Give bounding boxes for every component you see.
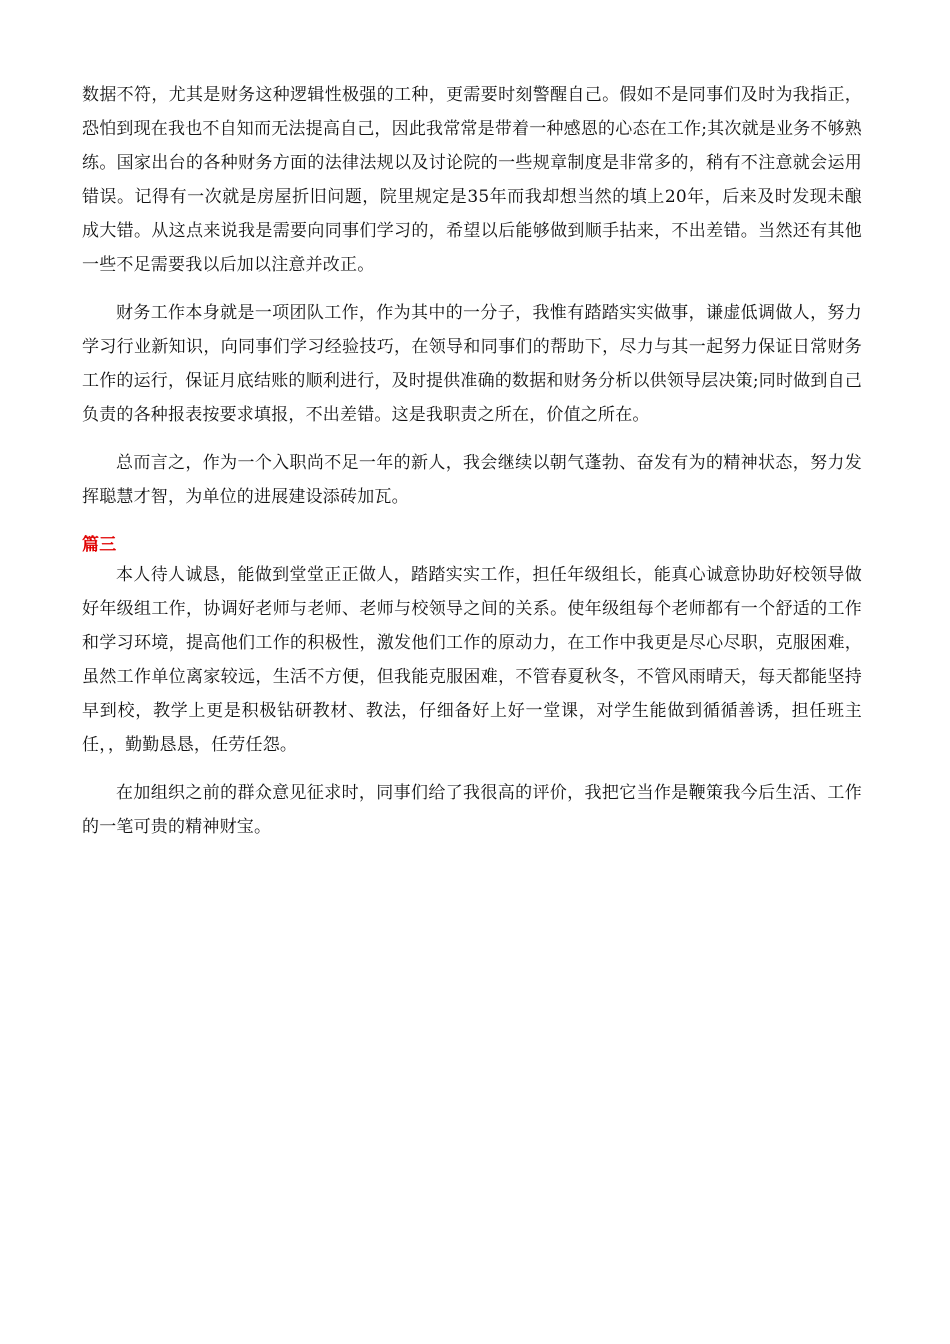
paragraph-team-work: 财务工作本身就是一项团队工作，作为其中的一分子，我惟有踏踏实实做事，谦虚低调做人，努力学习行业新知识，向同事们学习经验技巧，在领导和同事们的帮助下，尽力与其一起努力保证日常财务工作的运行，保证月底结账的顺利进行，及时提供准确的数据和财务分析以供领导层决策;同时做到自己负责的各种报表按要求填报，不出差错。这是我职责之所在，价值之所在。: [82, 303, 862, 425]
section-title: 篇三: [82, 535, 117, 555]
paragraph-evaluation: 在加组织之前的群众意见征求时，同事们给了我很高的评价，我把它当作是鞭策我今后生活、工作的一笔可贵的精神财宝。: [82, 783, 862, 837]
paragraph-personal-conduct: 本人待人诚恳，能做到堂堂正正做人，踏踏实实工作，担任年级组长，能真心诚意协助好校领导做好年级组工作，协调好老师与老师、老师与校领导之间的关系。使年级组每个老师都有一个舒适的工作和学习环境，提高他们工作的积极性，激发他们工作的原动力，在工作中我更是尽心尽职，克服困难，虽然工作单位离家较远，生活不方便，但我能克服困难，不管春夏秋冬，不管风雨晴天，每天都能坚持早到校，教学上更是积极钻研教材、教法，仔细备好上好一堂课，对学生能做到循循善诱，担任班主任，，勤勤恳恳，任劳任怨。: [82, 565, 862, 755]
paragraph-conclusion: 总而言之，作为一个入职尚不足一年的新人，我会继续以朝气蓬勃、奋发有为的精神状态，努力发挥聪慧才智，为单位的进展建设添砖加瓦。: [82, 453, 862, 507]
document-page: [82, 78, 862, 858]
paragraph-continuation: 数据不符，尤其是财务这种逻辑性极强的工种，更需要时刻警醒自己。假如不是同事们及时为我指正，恐怕到现在我也不自知而无法提高自己，因此我常常是带着一种感恩的心态在工作;其次就是业务不够熟练。国家出台的各种财务方面的法律法规以及讨论院的一些规章制度是非常多的，稍有不注意就会运用错误。记得有一次就是房屋折旧问题，院里规定是35年而我却想当然的填上20年，后来及时发现未酿成大错。从这点来说我是需要向同事们学习的，希望以后能够做到顺手拈来，不出差错。当然还有其他一些不足需要我以后加以注意并改正。: [82, 85, 862, 275]
